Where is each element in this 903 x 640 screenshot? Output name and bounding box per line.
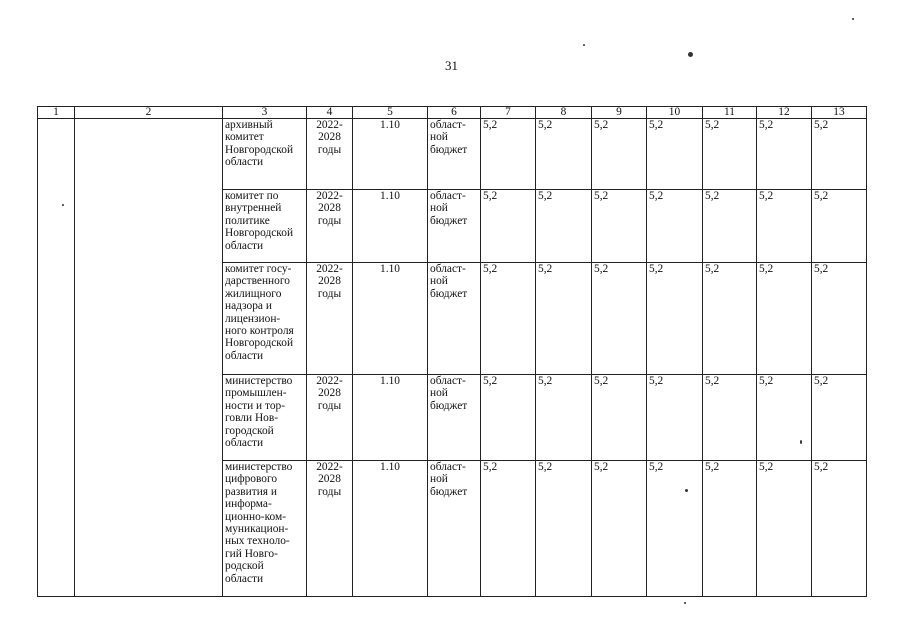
column-number: 9 xyxy=(592,107,647,119)
code-cell: 1.10 xyxy=(353,461,428,597)
table-body xyxy=(38,107,867,597)
organization-cell: комитет госу- дарственного жилищного надзора и лицензион- ного контроля Новгородской области xyxy=(223,263,307,375)
budget-table xyxy=(37,106,867,597)
table-row xyxy=(38,119,867,190)
value-cell: 5,2 xyxy=(812,461,867,597)
value-cell: 5,2 xyxy=(481,375,536,461)
value-cell: 5,2 xyxy=(812,375,867,461)
value-cell: 5,2 xyxy=(757,190,812,263)
value-cell: 5,2 xyxy=(592,461,647,597)
value-cell: 5,2 xyxy=(592,119,647,190)
page-number: 31 xyxy=(445,58,458,73)
column-number: 3 xyxy=(223,107,307,119)
value-cell: 5,2 xyxy=(647,461,703,597)
code-cell: 1.10 xyxy=(353,375,428,461)
value-cell: 5,2 xyxy=(647,190,703,263)
column-number: 4 xyxy=(307,107,353,119)
column-number: 13 xyxy=(812,107,867,119)
code-cell: 1.10 xyxy=(353,263,428,375)
scan-speck xyxy=(688,52,693,57)
column-number: 1 xyxy=(38,107,75,119)
value-cell: 5,2 xyxy=(481,263,536,375)
column-number: 11 xyxy=(703,107,757,119)
value-cell: 5,2 xyxy=(812,263,867,375)
years-cell: 2022- 2028 годы xyxy=(307,263,353,375)
value-cell: 5,2 xyxy=(481,119,536,190)
cell-col2 xyxy=(75,119,223,597)
source-cell: област- ной бюджет xyxy=(428,375,481,461)
years-cell: 2022- 2028 годы xyxy=(307,461,353,597)
value-cell: 5,2 xyxy=(703,119,757,190)
column-number: 5 xyxy=(353,107,428,119)
years-cell: 2022- 2028 годы xyxy=(307,190,353,263)
value-cell: 5,2 xyxy=(592,375,647,461)
value-cell: 5,2 xyxy=(703,190,757,263)
value-cell: 5,2 xyxy=(812,119,867,190)
column-number: 2 xyxy=(75,107,223,119)
value-cell: 5,2 xyxy=(536,190,592,263)
code-cell: 1.10 xyxy=(353,119,428,190)
cell-col1 xyxy=(38,119,75,597)
header-row xyxy=(38,107,867,119)
value-cell: 5,2 xyxy=(647,375,703,461)
value-cell: 5,2 xyxy=(703,375,757,461)
column-number: 12 xyxy=(757,107,812,119)
scan-speck xyxy=(684,602,686,604)
value-cell: 5,2 xyxy=(757,119,812,190)
column-number: 8 xyxy=(536,107,592,119)
scan-speck xyxy=(583,44,585,46)
value-cell: 5,2 xyxy=(703,461,757,597)
value-cell: 5,2 xyxy=(592,263,647,375)
value-cell: 5,2 xyxy=(647,119,703,190)
scan-speck xyxy=(62,204,64,206)
value-cell: 5,2 xyxy=(481,190,536,263)
value-cell: 5,2 xyxy=(481,461,536,597)
value-cell: 5,2 xyxy=(536,119,592,190)
value-cell: 5,2 xyxy=(703,263,757,375)
value-cell: 5,2 xyxy=(757,375,812,461)
code-cell: 1.10 xyxy=(353,190,428,263)
value-cell: 5,2 xyxy=(536,461,592,597)
scan-speck xyxy=(685,489,688,492)
source-cell: област- ной бюджет xyxy=(428,263,481,375)
scan-speck xyxy=(800,440,802,444)
years-cell: 2022- 2028 годы xyxy=(307,375,353,461)
column-number: 7 xyxy=(481,107,536,119)
organization-cell: архивный комитет Новгородской области xyxy=(223,119,307,190)
source-cell: област- ной бюджет xyxy=(428,190,481,263)
column-number: 6 xyxy=(428,107,481,119)
organization-cell: комитет по внутренней политике Новгородской области xyxy=(223,190,307,263)
value-cell: 5,2 xyxy=(757,461,812,597)
organization-cell: министерство промышлен- ности и тор- говли Нов- городской области xyxy=(223,375,307,461)
value-cell: 5,2 xyxy=(647,263,703,375)
years-cell: 2022- 2028 годы xyxy=(307,119,353,190)
value-cell: 5,2 xyxy=(592,190,647,263)
value-cell: 5,2 xyxy=(757,263,812,375)
column-number: 10 xyxy=(647,107,703,119)
source-cell: област- ной бюджет xyxy=(428,119,481,190)
value-cell: 5,2 xyxy=(812,190,867,263)
source-cell: област- ной бюджет xyxy=(428,461,481,597)
value-cell: 5,2 xyxy=(536,375,592,461)
value-cell: 5,2 xyxy=(536,263,592,375)
scan-speck xyxy=(852,18,854,20)
organization-cell: министерство цифрового развития и информа- ционно-ком- муникацион- ных техноло- гий Новго- родской области xyxy=(223,461,307,597)
